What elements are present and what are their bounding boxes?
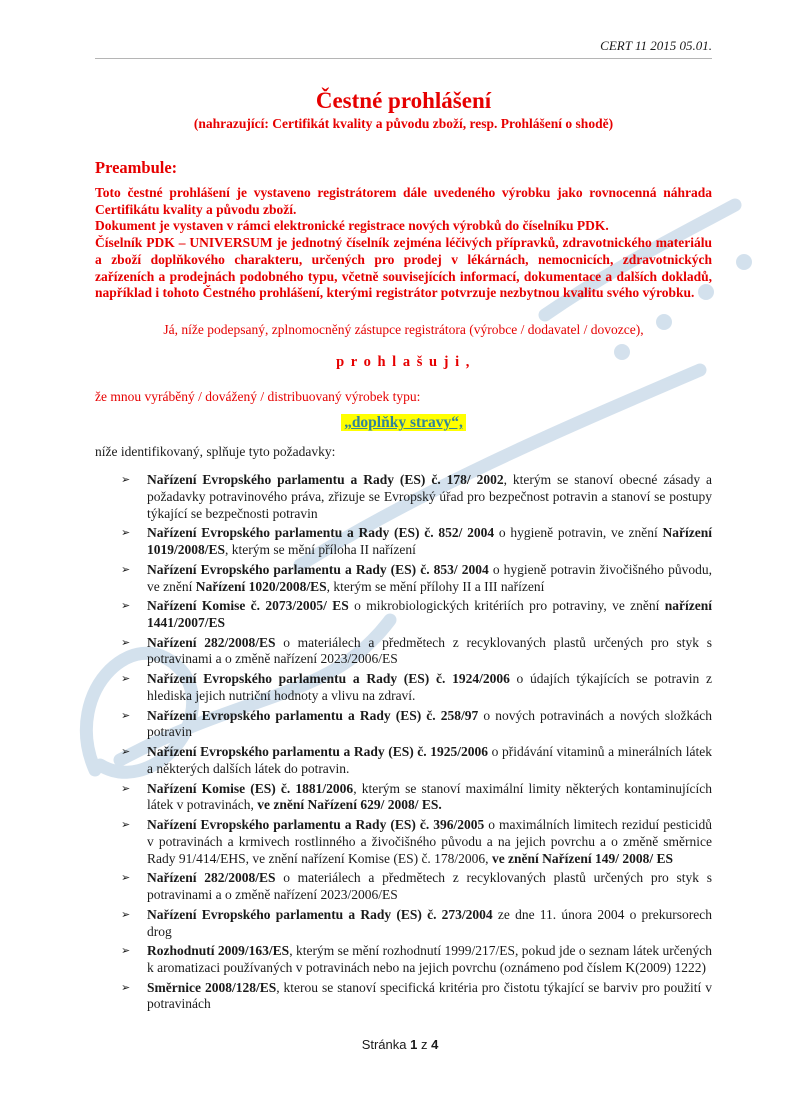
- requirement-item: [121, 562, 712, 595]
- arrow-bullet-icon: ➢: [121, 473, 131, 487]
- requirement-item: [121, 817, 712, 867]
- preambule-paragraph-2: Dokument je vystaven v rámci elektronické registrace nových výrobků do číselníku PDK.: [95, 218, 609, 234]
- product-type-row: [95, 414, 712, 432]
- declaration-verb: p r o h l a š u j i ,: [336, 354, 471, 371]
- product-type-line: že mnou vyráběný / dovážený / distribuovaný výrobek typu:: [95, 389, 421, 405]
- header-text: CERT 11 2015 05.01.: [600, 38, 712, 53]
- arrow-bullet-icon: ➢: [121, 781, 131, 795]
- footer-pagination: Stránka 1 z 4: [361, 1037, 439, 1052]
- preambule-paragraph-1: Toto čestné prohlášení je vystaveno registrátorem dále uvedeného výrobku jako rovnocenná náhrada Certifikátu kvality a původu zboží.: [95, 185, 712, 217]
- arrow-bullet-icon: ➢: [121, 907, 131, 921]
- requirement-item: [121, 708, 712, 741]
- arrow-bullet-icon: ➢: [121, 526, 131, 540]
- arrow-bullet-icon: ➢: [121, 672, 131, 686]
- arrow-bullet-icon: ➢: [121, 980, 131, 994]
- requirement-item: [121, 907, 712, 940]
- requirement-text: Nařízení Komise č. 2073/2005/ ES o mikrobiologických kritériích pro potraviny, ve znění nařízení 1441/2007/ES: [147, 598, 712, 631]
- requirement-item: [121, 870, 712, 903]
- product-type-highlight: „doplňky stravy“,: [341, 414, 466, 431]
- arrow-bullet-icon: ➢: [121, 562, 131, 576]
- requirement-text: Rozhodnutí 2009/163/ES, kterým se mění rozhodnutí 1999/217/ES, pokud jde o seznam látek určených k aromatizaci používaných v potravinách nebo na jejich povrchu (oznámeno pod číslem K(2009) 1222): [147, 943, 712, 975]
- requirement-text: Nařízení Evropského parlamentu a Rady (ES) č. 178/ 2002, kterým se stanoví obecné zásady a požadavky potravinového práva, zřizuje se Evropský úřad pro bezpečnost potravin a stanoví se postupy týkající se bezpečnosti potravin: [147, 472, 712, 521]
- document-content: [95, 70, 712, 1016]
- requirement-text: Nařízení 282/2008/ES o materiálech a předmětech z recyklovaných plastů určených pro styk s potravinami a o změně nařízení 2023/2006/ES: [147, 634, 713, 667]
- preambule-heading: Preambule:: [95, 158, 178, 177]
- preambule-paragraph-3: Číselník PDK – UNIVERSUM je jednotný číselník zejména léčivých přípravků, zdravotnického materiálu a zboží doplňkového charakteru, určených pro prodej v lékárnách, nemocnicích, zdravotnických zařízeních a prodejnách podobného typu, včetně souvisejících informací, dokumentace a dalších dokladů, například i tohoto Čestného prohlášení, kterými registrátor potvrzuje nezbytnou kvalitu svého výrobku.: [95, 235, 712, 301]
- requirement-item: [121, 980, 712, 1013]
- requirement-item: [121, 781, 712, 814]
- requirement-item: [121, 671, 712, 704]
- requirement-item: [121, 943, 712, 976]
- requirement-item: [121, 525, 712, 558]
- requirement-item: [121, 744, 712, 777]
- requirements-intro: níže identifikovaný, splňuje tyto požadavky:: [95, 444, 336, 460]
- requirement-text: Nařízení Evropského parlamentu a Rady (ES) č. 852/ 2004 o hygieně potravin, ve znění Nařízení 1019/2008/ES, kterým se mění příloha II nařízení: [147, 525, 712, 558]
- requirement-text: Nařízení Evropského parlamentu a Rady (ES) č. 1924/2006 o údajích týkajících se potravin z hlediska jejich nutriční hodnoty a vlivu na zdraví.: [147, 671, 712, 703]
- requirement-item: [121, 635, 712, 668]
- arrow-bullet-icon: ➢: [121, 635, 131, 649]
- requirement-text: Nařízení Evropského parlamentu a Rady (ES) č. 396/2005 o maximálních limitech reziduí pesticidů v potravinách a krmivech rostlinného a živočišného původu a na jejich povrchu a o změně směrnice Rady 91/414/EHS, ve znění nařízení Komise (ES) č. 178/2006, ve znění Nařízení 149/ 2008/ ES: [147, 817, 712, 866]
- declaration-intro: Já, níže podepsaný, zplnomocněný zástupce registrátora (výrobce / dodavatel / dovozce),: [163, 322, 644, 338]
- requirement-text: Nařízení Evropského parlamentu a Rady (ES) č. 1925/2006 o přidávání vitaminů a minerálních látek a některých dalších látek do potravin.: [147, 744, 712, 776]
- requirement-text: Nařízení 282/2008/ES o materiálech a předmětech z recyklovaných plastů určených pro styk s potravinami a o změně nařízení 2023/2006/ES: [147, 870, 713, 903]
- requirement-text: Nařízení Evropského parlamentu a Rady (ES) č. 853/ 2004 o hygieně potravin živočišného původu, ve znění Nařízení 1020/2008/ES, kterým se mění přílohy II a III nařízení: [147, 561, 712, 594]
- arrow-bullet-icon: ➢: [121, 871, 131, 885]
- requirement-text: Nařízení Evropského parlamentu a Rady (ES) č. 273/2004 ze dne 11. února 2004 o prekursorech drog: [147, 906, 712, 939]
- requirement-text: Směrnice 2008/128/ES, kterou se stanoví specifická kritéria pro čistotu týkající se barviv pro použití v potravinách: [147, 979, 712, 1012]
- arrow-bullet-icon: ➢: [121, 944, 131, 958]
- requirements-list: [121, 472, 712, 1013]
- arrow-bullet-icon: ➢: [121, 599, 131, 613]
- requirement-item: [121, 598, 712, 631]
- arrow-bullet-icon: ➢: [121, 745, 131, 759]
- page-title: Čestné prohlášení: [315, 88, 492, 113]
- arrow-bullet-icon: ➢: [121, 708, 131, 722]
- requirement-text: Nařízení Komise (ES) č. 1881/2006, kterým se stanoví maximální limity některých kontaminujících látek v potravinách, ve znění Nařízení 629/ 2008/ ES.: [147, 780, 712, 813]
- requirement-item: [121, 472, 712, 522]
- arrow-bullet-icon: ➢: [121, 818, 131, 832]
- requirement-text: Nařízení Evropského parlamentu a Rady (ES) č. 258/97 o nových potravinách a nových složkách potravin: [147, 707, 713, 740]
- page-header: [95, 38, 712, 59]
- page-subtitle: (nahrazující: Certifikát kvality a původu zboží, resp. Prohlášení o shodě): [193, 116, 614, 131]
